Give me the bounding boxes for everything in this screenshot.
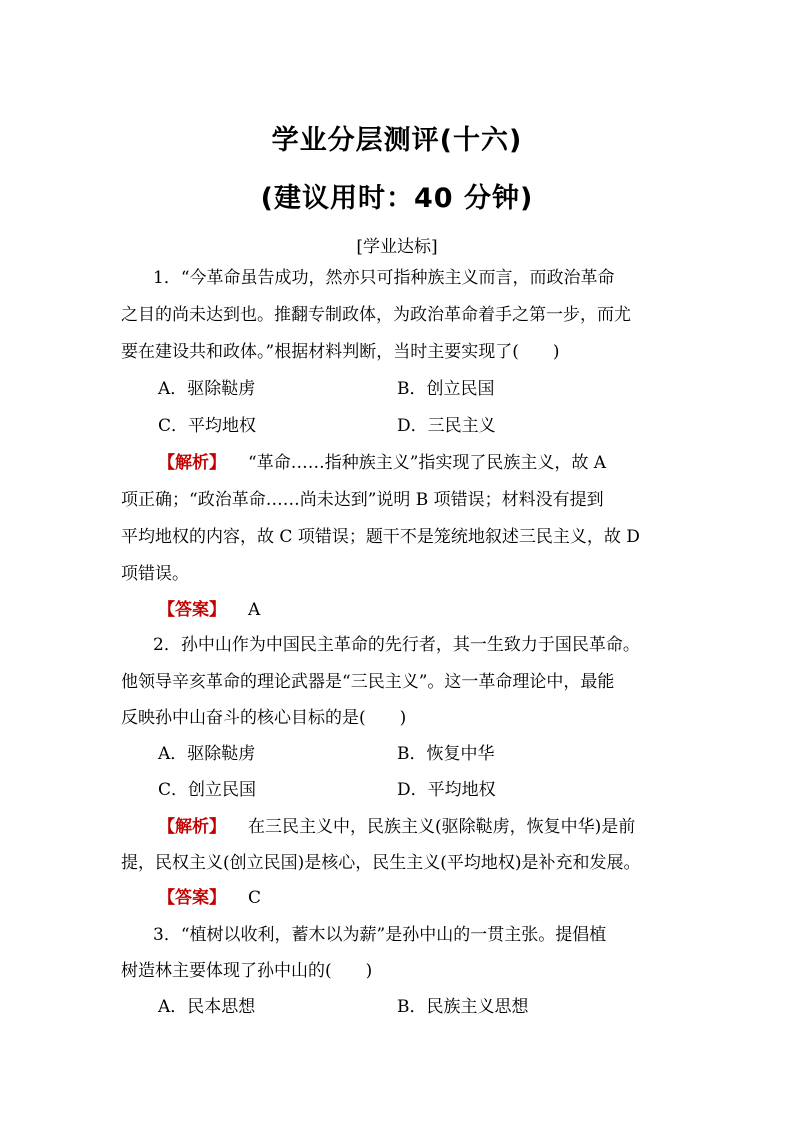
question-1-stem-line-2: 之目的尚未达到也。推翻专制政体，为政治革命着手之第一步，而尤: [121, 305, 631, 325]
question-2-answer: [158, 886, 718, 910]
answer-tag: 【答案】: [158, 600, 226, 620]
question-1-option-b: B．创立民国: [397, 379, 495, 399]
question-2-option-c: C．创立民国: [158, 780, 257, 800]
question-1-analysis-line-1: [158, 451, 718, 475]
question-1-stem-line-1: 1．“今革命虽告成功，然亦只可指种族主义而言，而政治革命: [153, 268, 615, 288]
question-1-option-c: C．平均地权: [158, 416, 257, 436]
section-heading: [学业达标]: [356, 237, 438, 257]
question-1-analysis-line-3: 平均地权的内容，故 C 项错误；题干不是笼统地叙述三民主义，故 D: [121, 527, 640, 547]
question-1-analysis-line-4: 项错误。: [121, 564, 189, 584]
question-2-option-d: D．平均地权: [397, 780, 496, 800]
question-3-stem-line-1: 3．“植树以收利，蓄木以为薪”是孙中山的一贯主张。提倡植: [153, 925, 607, 945]
question-1-option-d: D．三民主义: [397, 416, 496, 436]
analysis-text: “革命……指种族主义”指实现了民族主义，故 A: [248, 453, 607, 473]
question-3-option-a: A．民本思想: [158, 997, 256, 1017]
question-2-stem-line-3: 反映孙中山奋斗的核心目标的是( ): [121, 708, 407, 728]
question-2-stem-line-1: 2．孙中山作为中国民主革命的先行者，其一生致力于国民革命。: [153, 635, 640, 655]
question-1-answer: [158, 598, 718, 622]
answer-value: C: [248, 888, 262, 908]
analysis-text: 在三民主义中，民族主义(驱除鞑虏，恢复中华)是前: [248, 817, 636, 837]
question-2-stem-line-2: 他领导辛亥革命的理论武器是“三民主义”。这一革命理论中，最能: [121, 672, 615, 692]
analysis-tag: 【解析】: [158, 453, 226, 473]
question-1-analysis-line-2: 项正确；“政治革命……尚未达到”说明 B 项错误；材料没有提到: [121, 490, 604, 510]
question-2-option-a: A．驱除鞑虏: [158, 744, 256, 764]
question-2-analysis-line-2: 提，民权主义(创立民国)是核心，民生主义(平均地权)是补充和发展。: [121, 853, 641, 873]
question-2-analysis-line-1: [158, 815, 718, 839]
question-1-option-a: A．驱除鞑虏: [158, 379, 256, 399]
question-1-stem-line-3: 要在建设共和政体。”根据材料判断，当时主要实现了( ): [121, 342, 560, 362]
answer-tag: 【答案】: [158, 888, 226, 908]
analysis-tag: 【解析】: [158, 817, 226, 837]
answer-value: A: [248, 600, 261, 620]
question-3-stem-line-2: 树造林主要体现了孙中山的( ): [121, 961, 373, 981]
question-2-option-b: B．恢复中华: [397, 744, 495, 764]
question-3-option-b: B．民族主义思想: [397, 997, 529, 1017]
page-title: 学业分层测评(十六): [271, 125, 523, 156]
page-subtitle: (建议用时：40 分钟): [260, 183, 534, 214]
